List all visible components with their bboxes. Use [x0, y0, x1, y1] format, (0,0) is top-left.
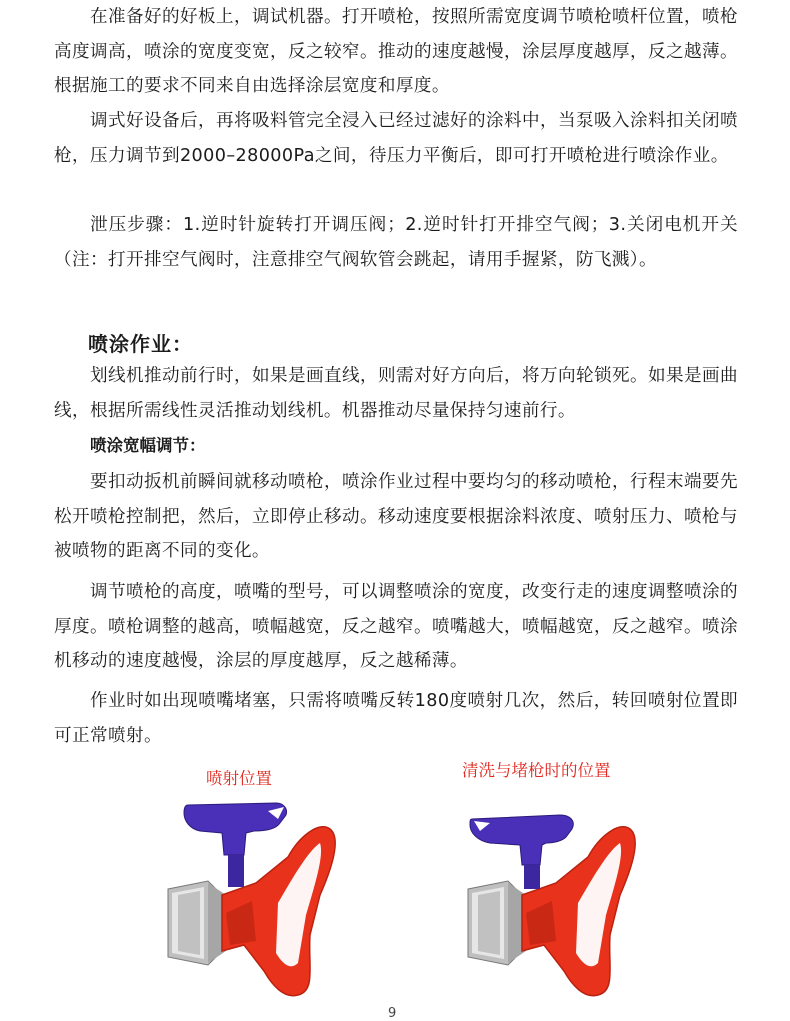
clean-position-tip-image: [460, 795, 650, 1000]
paragraph-clog: 作业时如出现喷嘴堵塞，只需将喷嘴反转180度喷射几次，然后，转回喷射位置即可正常喷射。: [54, 691, 738, 746]
caption-spray-position: 喷射位置: [206, 769, 272, 788]
subheading-width-adjustment: 喷涂宽幅调节：: [90, 436, 206, 455]
paragraph-pressure-release: 泄压步骤：1.逆时针旋转打开调压阀；2.逆时针打开排空气阀；3.关闭电机开关（注：打开排空气阀时，注意排空气阀软管会跳起，请用手握紧，防飞溅）。: [54, 215, 738, 270]
nut-icon: [168, 881, 226, 965]
section-heading-spraying: 喷涂作业：: [88, 332, 193, 356]
reversible-tip-icon: [470, 815, 573, 889]
paragraph-height-adjust: 调节喷枪的高度，喷嘴的型号，可以调整喷涂的宽度，改变行走的速度调整喷涂的厚度。喷枪调整的越高，喷幅越宽，反之越窄。喷嘴越大，喷幅越宽，反之越窄。喷涂机移动的速度越慢，涂层的厚度越厚，反之越稀薄。: [54, 582, 738, 671]
paragraph-line-marking: 划线机推动前行时，如果是画直线，则需对好方向后，将万向轮锁死。如果是画曲线，根据所需线性灵活推动划线机。机器推动尽量保持匀速前行。: [54, 366, 738, 421]
paragraph-trigger: 要扣动扳机前瞬间就移动喷枪，喷涂作业过程中要均匀的移动喷枪，行程末端要先松开喷枪控制把，然后，立即停止移动。移动速度要根据涂料浓度、喷射压力、喷枪与被喷物的距离不同的变化。: [54, 472, 738, 561]
page-number: 9: [388, 1006, 397, 1021]
nut-icon: [468, 881, 526, 965]
caption-clean-position: 清洗与堵枪时的位置: [462, 761, 611, 780]
paragraph-setup: 在准备好的好板上，调试机器。打开喷枪，按照所需宽度调节喷枪喷杆位置，喷枪高度调高，喷涂的宽度变宽，反之较窄。推动的速度越慢，涂层厚度越厚，反之越薄。根据施工的要求不同来自由选择涂层宽度和厚度。: [54, 7, 738, 96]
paragraph-priming: 调式好设备后，再将吸料管完全浸入已经过滤好的涂料中，当泵吸入涂料扣关闭喷枪，压力调节到2000–28000Pa之间，待压力平衡后，即可打开喷枪进行喷涂作业。: [54, 111, 738, 166]
spray-position-tip-image: [160, 795, 350, 1000]
